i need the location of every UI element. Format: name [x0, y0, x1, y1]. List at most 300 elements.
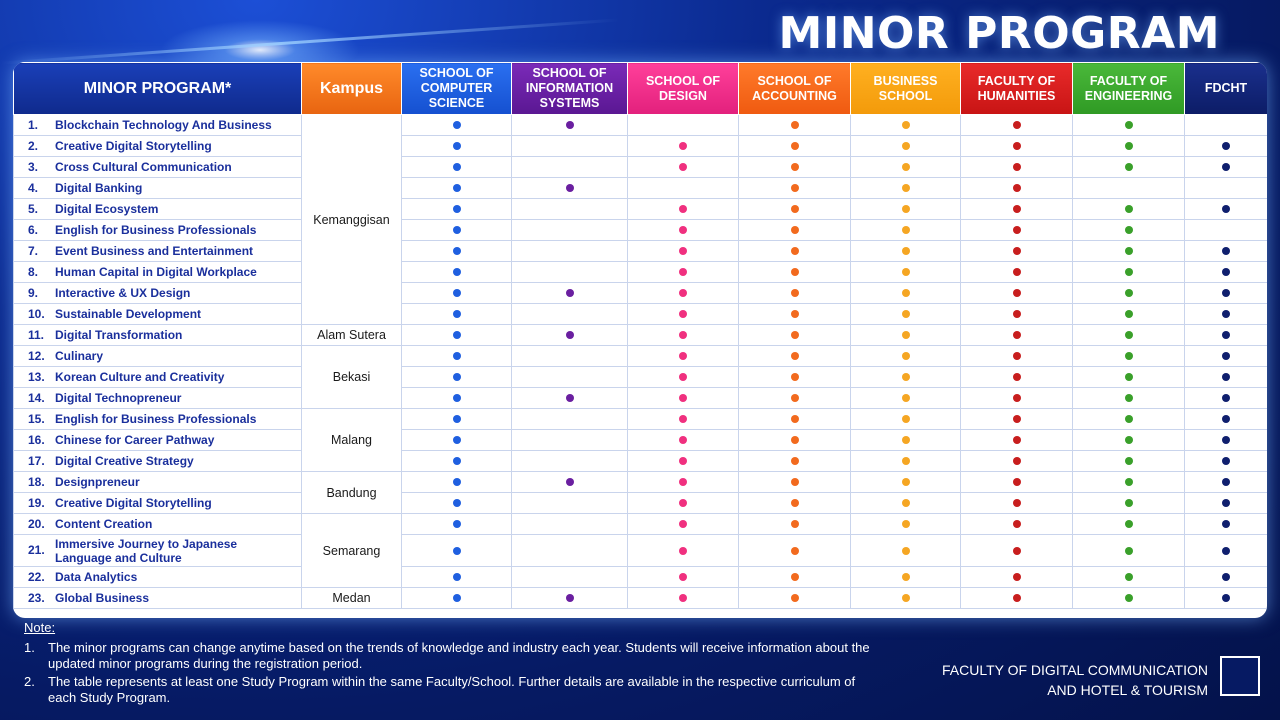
availability-dot-icon: [791, 352, 799, 360]
availability-cell-cs: [402, 220, 512, 241]
minor-program-table: [13, 62, 1267, 618]
program-name: Digital Creative Strategy: [55, 454, 194, 469]
program-name: English for Business Professionals: [55, 412, 257, 427]
program-number: 14.: [28, 390, 45, 405]
availability-dot-icon: [902, 457, 910, 465]
availability-dot-icon: [1222, 457, 1230, 465]
program-name: Digital Ecosystem: [55, 202, 159, 217]
availability-cell-cs: [402, 588, 512, 609]
availability-cell-acc: [739, 136, 851, 157]
availability-dot-icon: [566, 184, 574, 192]
availability-dot-icon: [679, 594, 687, 602]
availability-cell-cs: [402, 241, 512, 262]
availability-cell-bus: [851, 115, 961, 136]
availability-dot-icon: [1013, 121, 1021, 129]
availability-cell-des: [628, 514, 739, 535]
availability-dot-icon: [1013, 226, 1021, 234]
availability-cell-bus: [851, 472, 961, 493]
note-number: 1.: [24, 640, 35, 655]
availability-dot-icon: [1222, 499, 1230, 507]
table-row: [14, 241, 1268, 262]
availability-dot-icon: [1013, 142, 1021, 150]
availability-cell-acc: [739, 157, 851, 178]
table-row: [14, 588, 1268, 609]
program-cell: [14, 178, 302, 199]
availability-cell-hum: [961, 472, 1073, 493]
availability-cell-cs: [402, 346, 512, 367]
program-cell: [14, 346, 302, 367]
note-text: The table represents at least one Study Program within the same Faculty/School. Further details are available in the respective curriculum of each Study Program.: [48, 674, 856, 705]
availability-cell-acc: [739, 367, 851, 388]
availability-dot-icon: [1222, 352, 1230, 360]
availability-dot-icon: [566, 331, 574, 339]
availability-cell-des: [628, 493, 739, 514]
availability-cell-cs: [402, 514, 512, 535]
program-name: Creative Digital Storytelling: [55, 496, 212, 511]
availability-cell-acc: [739, 409, 851, 430]
availability-cell-eng: [1073, 346, 1185, 367]
availability-dot-icon: [1013, 331, 1021, 339]
availability-dot-icon: [1222, 310, 1230, 318]
program-number: 2.: [28, 138, 39, 153]
availability-dot-icon: [453, 331, 461, 339]
availability-cell-hum: [961, 493, 1073, 514]
availability-dot-icon: [453, 594, 461, 602]
program-name: Digital Transformation: [55, 328, 183, 343]
availability-cell-fdc: [1185, 367, 1268, 388]
program-number: 8.: [28, 264, 39, 279]
table-row: [14, 451, 1268, 472]
program-number: 13.: [28, 369, 45, 384]
availability-cell-cs: [402, 157, 512, 178]
availability-dot-icon: [1125, 436, 1133, 444]
table-row: [14, 199, 1268, 220]
availability-cell-eng: [1073, 493, 1185, 514]
availability-dot-icon: [679, 478, 687, 486]
availability-cell-bus: [851, 430, 961, 451]
availability-cell-is: [512, 430, 628, 451]
availability-dot-icon: [453, 394, 461, 402]
program-cell: [14, 367, 302, 388]
availability-dot-icon: [1125, 594, 1133, 602]
availability-dot-icon: [1013, 394, 1021, 402]
availability-cell-fdc: [1185, 535, 1268, 567]
header-school-design: SCHOOL OF DESIGN: [628, 63, 739, 115]
availability-cell-eng: [1073, 283, 1185, 304]
availability-dot-icon: [1125, 268, 1133, 276]
availability-dot-icon: [1125, 394, 1133, 402]
table-row: [14, 157, 1268, 178]
availability-dot-icon: [1013, 373, 1021, 381]
availability-dot-icon: [791, 310, 799, 318]
availability-dot-icon: [566, 394, 574, 402]
program-cell: [14, 241, 302, 262]
availability-dot-icon: [902, 499, 910, 507]
program-cell: [14, 472, 302, 493]
availability-cell-des: [628, 346, 739, 367]
availability-cell-eng: [1073, 514, 1185, 535]
table-body: [14, 115, 1268, 609]
program-number: 6.: [28, 222, 39, 237]
availability-dot-icon: [791, 547, 799, 555]
header-school-computer-science: SCHOOL OF COMPUTER SCIENCE: [402, 63, 512, 115]
availability-cell-cs: [402, 304, 512, 325]
availability-cell-acc: [739, 115, 851, 136]
availability-cell-hum: [961, 325, 1073, 346]
availability-cell-des: [628, 472, 739, 493]
availability-dot-icon: [1013, 352, 1021, 360]
availability-cell-is: [512, 199, 628, 220]
program-cell: [14, 388, 302, 409]
availability-dot-icon: [1125, 499, 1133, 507]
availability-dot-icon: [453, 352, 461, 360]
availability-dot-icon: [1222, 268, 1230, 276]
program-number: 4.: [28, 180, 39, 195]
availability-cell-acc: [739, 304, 851, 325]
availability-dot-icon: [1222, 205, 1230, 213]
availability-cell-bus: [851, 325, 961, 346]
availability-cell-hum: [961, 388, 1073, 409]
program-name: Blockchain Technology And Business: [55, 118, 272, 133]
availability-dot-icon: [453, 121, 461, 129]
availability-dot-icon: [1013, 547, 1021, 555]
availability-cell-cs: [402, 325, 512, 346]
availability-cell-bus: [851, 451, 961, 472]
table-row: [14, 430, 1268, 451]
availability-cell-bus: [851, 567, 961, 588]
program-cell: [14, 283, 302, 304]
availability-cell-acc: [739, 241, 851, 262]
availability-cell-hum: [961, 262, 1073, 283]
availability-cell-acc: [739, 472, 851, 493]
availability-dot-icon: [791, 594, 799, 602]
availability-dot-icon: [453, 415, 461, 423]
faculty-name-line2: AND HOTEL & TOURISM: [1047, 682, 1208, 698]
table-row: [14, 304, 1268, 325]
header-kampus: Kampus: [302, 63, 402, 115]
availability-dot-icon: [791, 457, 799, 465]
availability-cell-is: [512, 304, 628, 325]
availability-dot-icon: [1222, 289, 1230, 297]
program-number: 23.: [28, 590, 45, 605]
availability-dot-icon: [791, 205, 799, 213]
availability-cell-bus: [851, 304, 961, 325]
program-number: 15.: [28, 411, 45, 426]
availability-dot-icon: [1013, 594, 1021, 602]
availability-cell-acc: [739, 178, 851, 199]
availability-cell-cs: [402, 451, 512, 472]
availability-cell-bus: [851, 241, 961, 262]
availability-dot-icon: [1222, 142, 1230, 150]
availability-dot-icon: [1013, 499, 1021, 507]
availability-dot-icon: [566, 478, 574, 486]
availability-cell-fdc: [1185, 472, 1268, 493]
availability-dot-icon: [1222, 163, 1230, 171]
program-cell: [14, 493, 302, 514]
availability-cell-des: [628, 388, 739, 409]
note-number: 2.: [24, 674, 35, 689]
program-number: 11.: [28, 327, 45, 342]
availability-cell-des: [628, 409, 739, 430]
program-name: Cross Cultural Communication: [55, 160, 232, 175]
availability-dot-icon: [791, 121, 799, 129]
availability-dot-icon: [1013, 573, 1021, 581]
availability-dot-icon: [1013, 436, 1021, 444]
availability-cell-is: [512, 220, 628, 241]
availability-dot-icon: [791, 142, 799, 150]
availability-cell-eng: [1073, 430, 1185, 451]
availability-cell-fdc: [1185, 430, 1268, 451]
program-number: 9.: [28, 285, 39, 300]
availability-dot-icon: [1222, 373, 1230, 381]
availability-dot-icon: [679, 205, 687, 213]
availability-cell-acc: [739, 451, 851, 472]
availability-cell-bus: [851, 157, 961, 178]
table-row: [14, 325, 1268, 346]
campus-cell: Medan: [302, 588, 402, 609]
availability-cell-is: [512, 514, 628, 535]
availability-dot-icon: [453, 205, 461, 213]
availability-cell-is: [512, 367, 628, 388]
availability-cell-des: [628, 136, 739, 157]
availability-cell-acc: [739, 535, 851, 567]
availability-cell-fdc: [1185, 136, 1268, 157]
availability-cell-des: [628, 588, 739, 609]
availability-cell-cs: [402, 388, 512, 409]
availability-dot-icon: [453, 457, 461, 465]
availability-dot-icon: [453, 520, 461, 528]
availability-dot-icon: [453, 289, 461, 297]
program-cell: [14, 157, 302, 178]
availability-dot-icon: [679, 352, 687, 360]
availability-cell-eng: [1073, 472, 1185, 493]
program-cell: [14, 409, 302, 430]
availability-dot-icon: [566, 594, 574, 602]
availability-cell-hum: [961, 304, 1073, 325]
availability-dot-icon: [453, 142, 461, 150]
availability-dot-icon: [902, 573, 910, 581]
availability-cell-bus: [851, 409, 961, 430]
program-cell: [14, 588, 302, 609]
availability-cell-cs: [402, 367, 512, 388]
availability-cell-is: [512, 493, 628, 514]
availability-dot-icon: [1222, 478, 1230, 486]
availability-cell-eng: [1073, 451, 1185, 472]
availability-cell-hum: [961, 157, 1073, 178]
program-number: 18.: [28, 474, 45, 489]
availability-cell-fdc: [1185, 346, 1268, 367]
program-cell: [14, 304, 302, 325]
availability-dot-icon: [1125, 247, 1133, 255]
program-name: Content Creation: [55, 517, 153, 532]
program-cell: [14, 325, 302, 346]
header-school-accounting: SCHOOL OF ACCOUNTING: [739, 63, 851, 115]
availability-cell-eng: [1073, 199, 1185, 220]
availability-dot-icon: [1125, 205, 1133, 213]
availability-cell-des: [628, 304, 739, 325]
program-name: Global Business: [55, 591, 150, 606]
table-row: [14, 367, 1268, 388]
availability-dot-icon: [1013, 415, 1021, 423]
availability-cell-des: [628, 325, 739, 346]
availability-dot-icon: [1125, 352, 1133, 360]
availability-cell-hum: [961, 220, 1073, 241]
availability-dot-icon: [902, 394, 910, 402]
availability-dot-icon: [1125, 310, 1133, 318]
table-row: [14, 514, 1268, 535]
availability-cell-cs: [402, 283, 512, 304]
availability-cell-eng: [1073, 388, 1185, 409]
availability-cell-bus: [851, 178, 961, 199]
availability-dot-icon: [453, 573, 461, 581]
availability-dot-icon: [902, 121, 910, 129]
program-number: 10.: [28, 306, 45, 321]
program-name: Digital Banking: [55, 181, 143, 196]
availability-dot-icon: [1013, 310, 1021, 318]
availability-dot-icon: [1222, 594, 1230, 602]
campus-cell: Bekasi: [302, 346, 402, 409]
availability-dot-icon: [1125, 478, 1133, 486]
availability-dot-icon: [791, 499, 799, 507]
availability-dot-icon: [679, 268, 687, 276]
availability-cell-hum: [961, 241, 1073, 262]
availability-cell-is: [512, 262, 628, 283]
availability-cell-is: [512, 451, 628, 472]
availability-cell-bus: [851, 136, 961, 157]
availability-dot-icon: [566, 289, 574, 297]
availability-dot-icon: [791, 415, 799, 423]
program-cell: [14, 567, 302, 588]
availability-dot-icon: [902, 163, 910, 171]
availability-cell-hum: [961, 367, 1073, 388]
availability-cell-eng: [1073, 136, 1185, 157]
availability-cell-des: [628, 241, 739, 262]
notes-list: [24, 640, 884, 706]
availability-dot-icon: [453, 184, 461, 192]
availability-dot-icon: [902, 520, 910, 528]
availability-dot-icon: [1013, 268, 1021, 276]
note-item: [24, 640, 884, 672]
campus-cell: Kemanggisan: [302, 115, 402, 325]
availability-dot-icon: [1013, 289, 1021, 297]
availability-cell-eng: [1073, 325, 1185, 346]
availability-cell-bus: [851, 514, 961, 535]
table-row: [14, 493, 1268, 514]
availability-dot-icon: [679, 457, 687, 465]
availability-dot-icon: [453, 268, 461, 276]
program-name: Creative Digital Storytelling: [55, 139, 212, 154]
availability-dot-icon: [1125, 415, 1133, 423]
note-item: [24, 674, 884, 706]
availability-cell-hum: [961, 115, 1073, 136]
availability-dot-icon: [902, 310, 910, 318]
program-number: 21.: [28, 542, 45, 557]
availability-dot-icon: [679, 310, 687, 318]
header-business-school: BUSINESS SCHOOL: [851, 63, 961, 115]
availability-cell-is: [512, 115, 628, 136]
availability-dot-icon: [1222, 573, 1230, 581]
table-row: [14, 388, 1268, 409]
availability-cell-bus: [851, 220, 961, 241]
availability-cell-des: [628, 199, 739, 220]
availability-dot-icon: [679, 394, 687, 402]
availability-dot-icon: [1125, 121, 1133, 129]
availability-dot-icon: [1125, 142, 1133, 150]
program-cell: [14, 451, 302, 472]
availability-cell-is: [512, 472, 628, 493]
availability-dot-icon: [1222, 547, 1230, 555]
header-minor-program: MINOR PROGRAM*: [14, 63, 302, 115]
header-faculty-engineering: FACULTY OF ENGINEERING: [1073, 63, 1185, 115]
availability-cell-fdc: [1185, 241, 1268, 262]
program-grid: [13, 62, 1267, 609]
program-cell: [14, 136, 302, 157]
availability-dot-icon: [902, 547, 910, 555]
availability-cell-bus: [851, 388, 961, 409]
availability-dot-icon: [902, 352, 910, 360]
program-number: 7.: [28, 243, 39, 258]
availability-cell-hum: [961, 514, 1073, 535]
header-school-information-systems: SCHOOL OF INFORMATION SYSTEMS: [512, 63, 628, 115]
availability-dot-icon: [1222, 394, 1230, 402]
availability-cell-bus: [851, 199, 961, 220]
table-row: [14, 220, 1268, 241]
table-row: [14, 178, 1268, 199]
availability-cell-cs: [402, 262, 512, 283]
program-number: 5.: [28, 201, 39, 216]
availability-dot-icon: [791, 436, 799, 444]
availability-dot-icon: [679, 415, 687, 423]
availability-dot-icon: [791, 331, 799, 339]
availability-cell-is: [512, 178, 628, 199]
program-name: Designpreneur: [55, 475, 140, 490]
availability-dot-icon: [791, 184, 799, 192]
availability-cell-des: [628, 567, 739, 588]
availability-cell-eng: [1073, 220, 1185, 241]
availability-cell-cs: [402, 115, 512, 136]
availability-dot-icon: [791, 394, 799, 402]
program-name: Chinese for Career Pathway: [55, 433, 215, 448]
availability-cell-hum: [961, 567, 1073, 588]
availability-dot-icon: [679, 226, 687, 234]
availability-dot-icon: [1125, 289, 1133, 297]
program-name: Human Capital in Digital Workplace: [55, 265, 257, 280]
availability-cell-eng: [1073, 409, 1185, 430]
availability-cell-bus: [851, 262, 961, 283]
availability-cell-fdc: [1185, 304, 1268, 325]
availability-cell-eng: [1073, 588, 1185, 609]
table-row: [14, 567, 1268, 588]
campus-cell: Malang: [302, 409, 402, 472]
availability-dot-icon: [679, 499, 687, 507]
availability-cell-des: [628, 157, 739, 178]
availability-cell-des: [628, 178, 739, 199]
availability-dot-icon: [1125, 520, 1133, 528]
table-row: [14, 136, 1268, 157]
availability-cell-hum: [961, 535, 1073, 567]
campus-cell: Bandung: [302, 472, 402, 514]
availability-cell-acc: [739, 325, 851, 346]
availability-cell-acc: [739, 567, 851, 588]
availability-cell-is: [512, 241, 628, 262]
faculty-name-line1: FACULTY OF DIGITAL COMMUNICATION: [941, 662, 1208, 678]
table-row: [14, 283, 1268, 304]
availability-cell-is: [512, 535, 628, 567]
availability-cell-cs: [402, 493, 512, 514]
availability-cell-bus: [851, 588, 961, 609]
note-text: The minor programs can change anytime based on the trends of knowledge and industry each year. Students will receive information about the updated minor programs during the registration period.: [48, 640, 870, 671]
availability-dot-icon: [1222, 415, 1230, 423]
